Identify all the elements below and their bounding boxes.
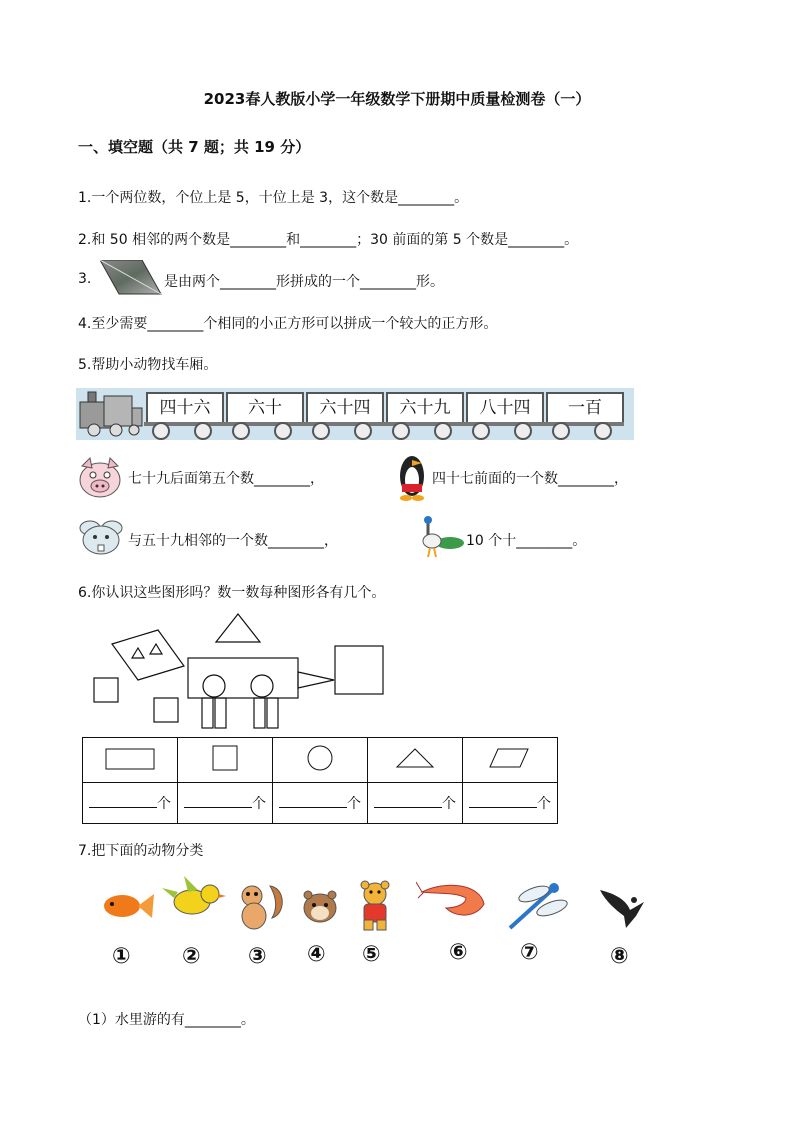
animal-number: ④ (307, 942, 326, 967)
animal-number: ⑦ (520, 940, 539, 965)
question-7-sub-1: （1）水里游的有________。 (78, 1012, 255, 1028)
question-1: 1.一个两位数，个位上是 5，十位上是 3，这个数是________。 (78, 190, 469, 206)
square-shape (94, 678, 118, 702)
animal-number: ⑥ (449, 940, 468, 965)
triangle-icon (390, 743, 440, 773)
answer-cell[interactable] (273, 783, 368, 824)
train-car (544, 390, 624, 430)
parallelogram-figure (100, 260, 162, 296)
question-7: 7.把下面的动物分类 (78, 843, 204, 859)
animal-number: ③ (248, 944, 267, 969)
train-car-label: 六十九 (386, 392, 464, 424)
table-cell (368, 738, 463, 783)
peacock-icon (414, 513, 466, 559)
page-title: 2023春人教版小学一年级数学下册期中质量检测卷（一） (203, 90, 591, 108)
answer-cell[interactable] (368, 783, 463, 824)
circle-shape (251, 675, 273, 697)
table-cell (273, 738, 368, 783)
goldfish-icon (96, 884, 156, 928)
swallow-icon (596, 880, 646, 930)
train-car-label: 八十四 (466, 392, 544, 424)
unit-label: 个 (537, 796, 551, 812)
animal-number: ① (112, 944, 131, 969)
circle-shape (203, 675, 225, 697)
bird-question: 10 个十________。 (466, 533, 587, 549)
section-heading: 一、填空题（共 7 题；共 19 分） (78, 138, 311, 156)
question-6: 6.你认识这些图形吗？数一数每种图形各有几个。 (78, 585, 386, 601)
square-shape (154, 698, 178, 722)
animal-number: ② (182, 944, 201, 969)
rabbit-icon (76, 514, 126, 558)
hamster-icon (300, 886, 340, 926)
train-image (76, 388, 634, 440)
rabbit-question: 与五十九相邻的一个数________， (128, 533, 338, 549)
bird-icon (160, 874, 226, 924)
question-5: 5.帮助小动物找车厢。 (78, 357, 218, 373)
parallelogram-icon (485, 743, 535, 773)
parallelogram-shape (112, 630, 184, 680)
dragonfly-icon (502, 878, 572, 934)
shrimp-icon (416, 878, 492, 922)
square-icon (205, 743, 245, 773)
question-3-number: 3. (78, 271, 92, 287)
question-2: 2.和 50 相邻的两个数是________和________；30 前面的第 5 个数是________。 (78, 232, 579, 248)
unit-label: 个 (442, 796, 456, 812)
train-car (464, 390, 544, 430)
train-car (224, 390, 304, 430)
shape-count-table (82, 737, 558, 824)
train-car (144, 390, 224, 430)
table-cell (463, 738, 558, 783)
circle-icon (300, 743, 340, 773)
triangle-shape (216, 614, 260, 642)
bear-icon (354, 880, 396, 932)
penguin-icon (394, 450, 430, 502)
question-3-text: 是由两个________形拼成的一个________形。 (164, 274, 444, 290)
unit-label: 个 (157, 796, 171, 812)
rectangle-icon (100, 743, 160, 773)
unit-label: 个 (347, 796, 361, 812)
animal-number: ⑧ (610, 944, 629, 969)
train-car-label: 六十四 (306, 392, 384, 424)
square-shape (335, 646, 383, 694)
answer-cell[interactable] (178, 783, 273, 824)
train-car-label: 六十 (226, 392, 304, 424)
question-4: 4.至少需要________个相同的小正方形可以拼成一个较大的正方形。 (78, 316, 498, 332)
pig-question: 七十九后面第五个数________， (128, 471, 324, 487)
squirrel-icon (230, 878, 286, 934)
train-car (304, 390, 384, 430)
animal-number: ⑤ (362, 942, 381, 967)
penguin-question: 四十七前面的一个数________， (432, 471, 628, 487)
train-car (384, 390, 464, 430)
shapes-figure (88, 612, 398, 732)
unit-label: 个 (252, 796, 266, 812)
answer-cell[interactable] (83, 783, 178, 824)
table-cell (83, 738, 178, 783)
train-car-label: 四十六 (146, 392, 224, 424)
pig-icon (76, 454, 124, 500)
answer-cell[interactable] (463, 783, 558, 824)
train-car-label: 一百 (546, 392, 624, 424)
table-cell (178, 738, 273, 783)
